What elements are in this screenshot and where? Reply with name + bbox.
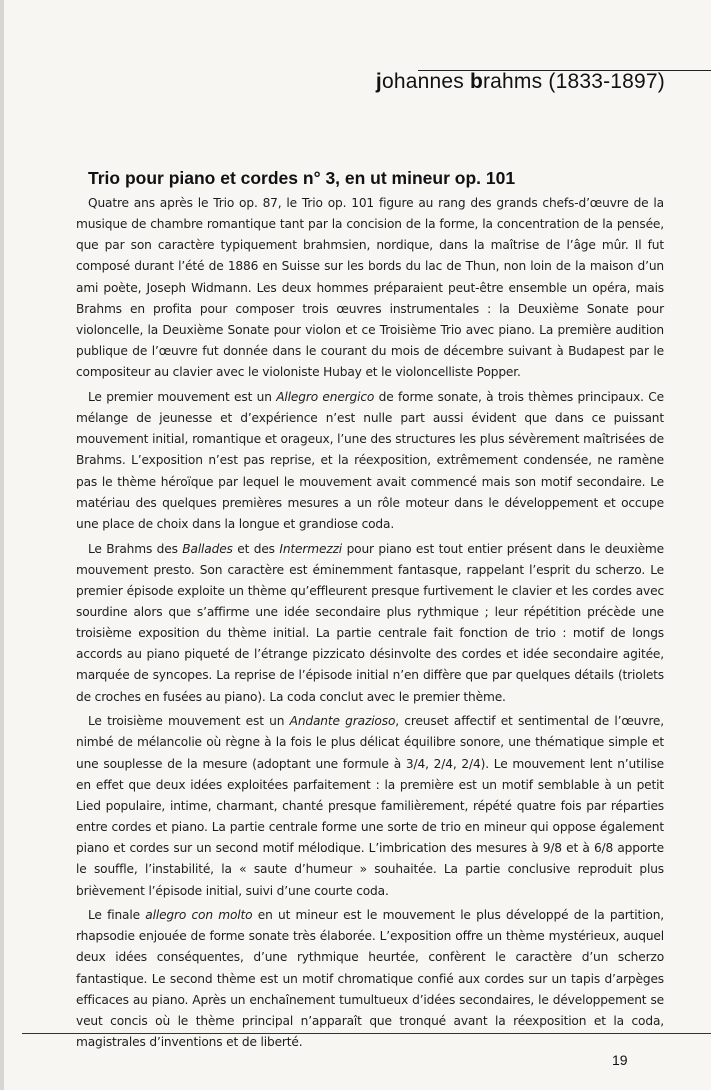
text: de forme sonate, à trois thèmes principaux. Ce mélange de jeunesse et d’expérience n’est nulle part aussi évident que dans ce puissant mouvement initial, romantique et orageux, l’une des structures les plus sévèrement maîtrisées de Brahms. L’exposition n’est pas reprise, et la réexposition, extrêmement condensée, ne ramène pas le thème héroïque par lequel le mouvement avait commencé mais son motif secondaire. Le matériau des quelques premières mesures a un rôle moteur dans le développement et occupe une place de choix dans la longue et grandiose coda. — [76, 389, 665, 531]
paragraph-first-movement — [76, 387, 664, 535]
header-first-initial: j — [375, 70, 382, 93]
header-dates: (1833-1897) — [542, 70, 665, 93]
italic-term: Ballades — [182, 541, 233, 556]
paragraph-third-movement — [76, 711, 664, 901]
italic-term: Allegro energico — [276, 389, 375, 404]
italic-term: Andante grazioso — [289, 714, 396, 729]
text: pour piano est tout entier présent dans le deuxième mouvement presto. Son caractère est éminemment fantasque, rappelant l’esprit du scherzo. Le premier épisode exploite un thème qu’effleurent presque furtivement le clavier et les cordes avec sourdine alors que s’affirme une idée secondaire plus rythmique ; leur répétition précède une troisième exposition du thème initial. La partie centrale fait fonction de trio : motif de longs accords au piano piqueté de l’étrange pizzicato désinvolte des cordes et idée secondaire agitée, marquée de syncopes. La reprise de l’épisode initial n’en diffère que par quelques détails (triolets de croches en fusées au piano). La coda conclut avec le premier thème. — [76, 541, 664, 704]
page-edge — [0, 0, 4, 1090]
text: en ut mineur est le mouvement le plus développé de la partition, rhapsodie enjouée de forme sonate très élaborée. L’exposition offre un thème mystérieux, auquel deux idées conséquentes, d’une rythmique heurtée, confèrent le caractère d’un scherzo fantastique. Le second thème est un motif chromatique confié aux cordes sur un tapis d’arpèges efficaces au piano. Après un enchaînement tumultueux d’idées secondaires, le développement se veut concis où le thème principal n’apparaît que tronqué avant la réexposition et la coda, magistrales d’inventions et de liberté. — [76, 908, 664, 1050]
italic-term: allegro con molto — [145, 908, 253, 923]
paragraph-finale — [76, 905, 664, 1053]
article-body — [76, 193, 664, 1057]
italic-term: Intermezzi — [279, 541, 343, 556]
text: Le Brahms des — [88, 541, 183, 556]
footer-rule — [22, 1033, 711, 1034]
text: Le premier mouvement est un — [88, 389, 277, 404]
text: , creuset affectif et sentimental de l’œuvre, nimbé de mélancolie où règne à la fois le plus délicat équilibre sonore, une thématique simple et une souplesse de la mesure (adoptant une formule à 3/4, 2/4, 2/4). Le mouvement lent n’utilise en effet que deux idées exploitées parfaitement : la première est un motif semblable à un petit Lied populaire, intime, charmant, chanté presque familièrement, répété quatre fois par réparties entre cordes et piano. La partie centrale forme une sorte de trio en mineur qui oppose également piano et cordes sur un second motif mélodique. L’imbrication des mesures à 9/8 et à 6/8 apporte le souffle, l’instabilité, la « saute d’humeur » souhaitée. La partie conclusive reproduit plus brièvement l’épisode initial, suivi d’une courte coda. — [76, 714, 664, 898]
page-number: 19 — [612, 1052, 628, 1068]
text: Le troisième mouvement est un — [88, 714, 290, 729]
text: Quatre ans après le Trio op. 87, le Trio op. 101 figure au rang des grands chefs-d’œuvre de la musique de chambre romantique tant par la concision de la forme, la concentration de la pensée, que par son caractère typiquement brahmsien, nordique, dans la maîtrise de l’âge mûr. Il fut composé durant l’été de 1886 en Suisse sur les bords du lac de Thun, non loin de la maison d’un ami poète, Joseph Widmann. Les deux hommes préparaient peut-être ensemble un opéra, mais Brahms en profita pour composer trois œuvres instrumentales : la Deuxième Sonate pour violoncelle, la Deuxième Sonate pour violon et ce Troisième Trio avec piano. La première audition publique de l’œuvre fut donnée dans le courant du mois de décembre suivant à Budapest par le compositeur au clavier avec le violoniste Hubay et le violoncelliste Popper. — [76, 196, 664, 380]
header-last-initial: b — [469, 70, 483, 93]
paragraph-intro — [76, 193, 664, 383]
text: et des — [232, 541, 280, 556]
text: Le finale — [88, 908, 146, 923]
header-first-rest: ohannes — [381, 70, 470, 93]
section-title: Trio pour piano et cordes n° 3, en ut mineur op. 101 — [88, 168, 516, 188]
paragraph-second-movement — [76, 539, 664, 708]
header-last-rest: rahms — [482, 70, 543, 93]
running-header — [376, 70, 665, 94]
